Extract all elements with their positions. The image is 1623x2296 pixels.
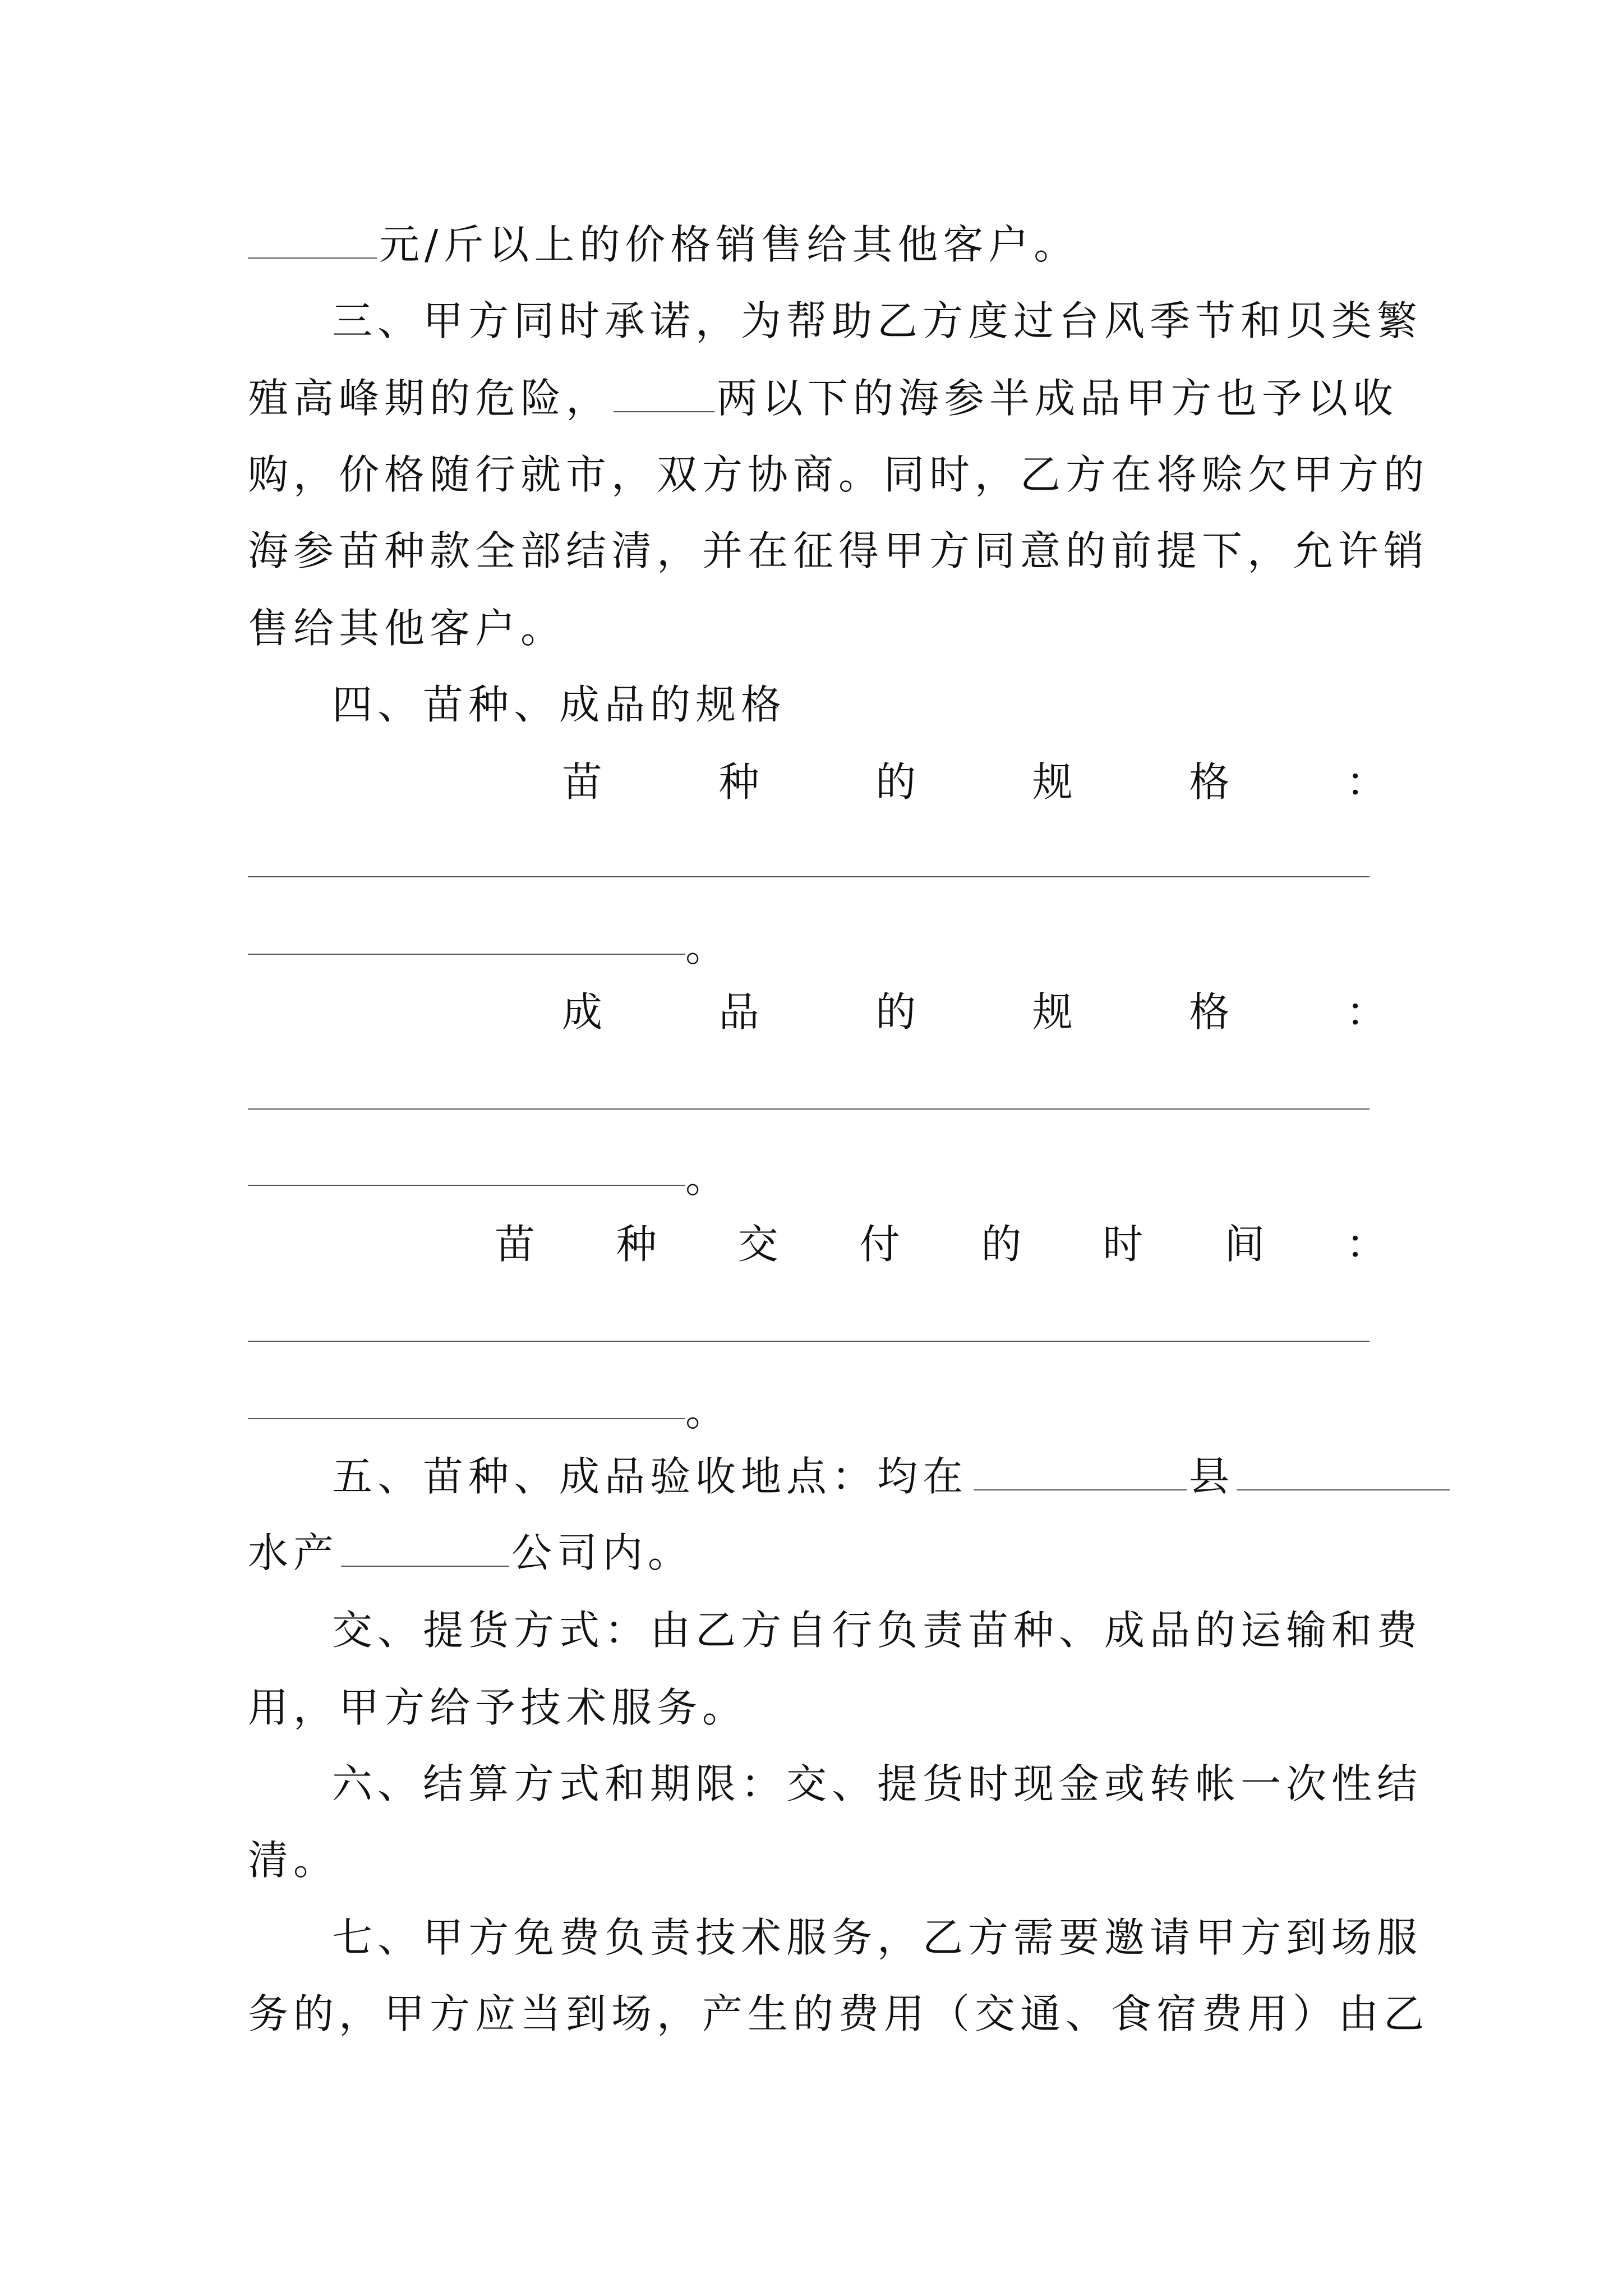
- para6-line1: 六、结算方式和期限：交、提货时现金或转帐一次性结: [332, 1760, 1423, 1807]
- para5-line1: 五、苗种、成品验收地点：均在 县: [248, 1448, 1386, 1504]
- spec-delivery-time-label: 苗 种 交 付 的 时 间 ：: [495, 1221, 1386, 1268]
- para3-line4: 海参苗种款全部结清，并在征得甲方同意的前提下，允许销: [248, 527, 1430, 574]
- fill-line-delivery-time-2[interactable]: [248, 1418, 685, 1419]
- end-mark-3: 。: [685, 1388, 731, 1435]
- para-delivery-line2: 用，甲方给予技术服务。: [248, 1684, 748, 1731]
- para3-line1: 三、甲方同时承诺，为帮助乙方度过台风季节和贝类繁: [332, 297, 1423, 344]
- fill-line-seed-spec[interactable]: [248, 876, 1370, 877]
- fill-line-product-spec[interactable]: [248, 1108, 1370, 1110]
- spec-product-label: 成 品 的 规 格 ：: [562, 988, 1386, 1036]
- blank-company[interactable]: [341, 1531, 509, 1567]
- blank-price[interactable]: [248, 223, 377, 259]
- end-mark-1: 。: [685, 923, 731, 970]
- line-price: [248, 217, 1386, 273]
- para7-line2: 务的，甲方应当到场，产生的费用（交通、食宿费用）由乙: [248, 1990, 1430, 2037]
- para5-line2: 水产 公司内。: [248, 1529, 694, 1576]
- text-price: 元/斤以上的价格销售给其他客户。: [379, 221, 1080, 268]
- para3-line2: 殖高峰期的危险， 两以下的海参半成品甲方也予以收: [248, 375, 1399, 422]
- para3-line5: 售给其他客户。: [248, 605, 566, 652]
- blank-county-2[interactable]: [1237, 1455, 1450, 1490]
- para7-line1: 七、甲方免费负责技术服务，乙方需要邀请甲方到场服: [332, 1914, 1423, 1961]
- end-mark-2: 。: [685, 1154, 731, 1202]
- para6-line2: 清。: [248, 1837, 339, 1884]
- para4-title: 四、苗种、成品的规格: [332, 681, 787, 728]
- blank-county[interactable]: [974, 1455, 1187, 1490]
- spec-seed-label: 苗 种 的 规 格 ：: [562, 758, 1386, 806]
- fill-line-seed-spec-2[interactable]: [248, 954, 685, 955]
- para-delivery-line1: 交、提货方式：由乙方自行负责苗种、成品的运输和费: [332, 1607, 1423, 1654]
- blank-weight[interactable]: [614, 376, 714, 412]
- fill-line-delivery-time[interactable]: [248, 1341, 1370, 1342]
- para3-line3: 购，价格随行就市，双方协商。同时，乙方在将赊欠甲方的: [248, 451, 1430, 498]
- fill-line-product-spec-2[interactable]: [248, 1185, 685, 1186]
